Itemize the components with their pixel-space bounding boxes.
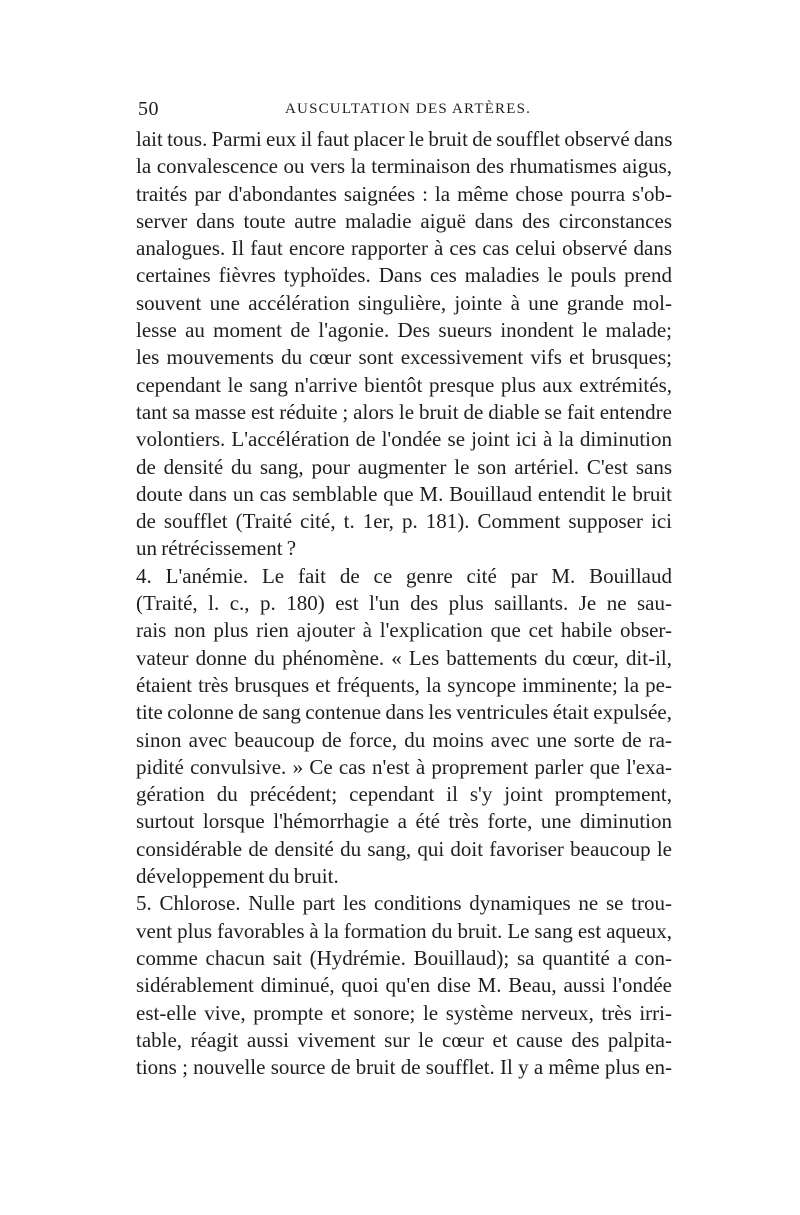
text-line-33: est-elle vive, prompte et sonore; le système nerveux, très irri- [136, 1000, 672, 1025]
text-line-15: de soufflet (Traité cité, t. 1er, p. 181). Comment supposer ici [136, 509, 672, 534]
text-line-3: traités par d'abondantes saignées : la même chose pourra s'ob- [136, 181, 672, 206]
text-line-10: cependant le sang n'arrive bientôt presque plus aux extrémités, [136, 372, 672, 397]
text-line-31: comme chacun sait (Hydrémie. Bouillaud); sa quantité a con- [136, 945, 672, 970]
text-line-12: volontiers. L'accélération de l'ondée se joint ici à la diminution [136, 427, 672, 452]
text-line-35: tions ; nouvelle source de bruit de soufflet. Il y a même plus en- [136, 1055, 672, 1080]
text-line-8: lesse au moment de l'agonie. Des sueurs inondent le malade; [136, 318, 672, 343]
text-line-5: analogues. Il faut encore rapporter à ces cas celui observé dans [136, 236, 672, 261]
text-line-26: surtout lorsque l'hémorrhagie a été très forte, une diminution [136, 809, 672, 834]
text-line-18: (Traité, l. c., p. 180) est l'un des plus saillants. Je ne sau- [136, 591, 672, 616]
text-line-14: doute dans un cas semblable que M. Bouillaud entendit le bruit [136, 481, 672, 506]
running-head [138, 98, 673, 124]
text-line-21: étaient très brusques et fréquents, la syncope imminente; la pe- [136, 672, 672, 697]
text-line-4: server dans toute autre maladie aiguë dans des circonstances [136, 208, 672, 233]
text-line-1: lait tous. Parmi eux il faut placer le bruit de soufflet observé dans [136, 127, 672, 151]
text-line-29: 5. Chlorose. Nulle part les conditions dynamiques ne se trou- [136, 891, 672, 916]
text-line-19: rais non plus rien ajouter à l'explication que cet habile obser- [136, 618, 672, 643]
text-line-22: tite colonne de sang contenue dans les ventricules était expulsée, [136, 700, 672, 725]
text-line-20: vateur donne du phénomène. « Les battements du cœur, dit-il, [136, 645, 672, 670]
text-line-23: sinon avec beaucoup de force, du moins avec une sorte de ra- [136, 727, 672, 752]
running-head-title: AUSCULTATION DES ARTÈRES. [285, 101, 532, 117]
text-line-11: tant sa masse est réduite ; alors le bruit de diable se fait entendre [136, 399, 672, 424]
text-line-6: certaines fièvres typhoïdes. Dans ces maladies le pouls prend [136, 263, 672, 288]
text-line-7: souvent une accélération singulière, jointe à une grande mol- [136, 290, 672, 315]
text-line-16: un rétrécissement ? [136, 536, 297, 561]
body-text [136, 126, 672, 1081]
text-line-9: les mouvements du cœur sont excessivement vifs et brusques; [136, 345, 672, 370]
text-line-24: pidité convulsive. » Ce cas n'est à proprement parler que l'exa- [136, 754, 672, 779]
text-line-2: la convalescence ou vers la terminaison des rhumatismes aigus, [136, 154, 672, 179]
text-line-34: table, réagit aussi vivement sur le cœur et cause des palpita- [136, 1027, 672, 1052]
text-line-17: 4. L'anémie. Le fait de ce genre cité par M. Bouillaud [136, 563, 672, 588]
page-number: 50 [138, 98, 159, 120]
text-line-25: gération du précédent; cependant il s'y joint promptement, [136, 782, 672, 807]
text-line-30: vent plus favorables à la formation du bruit. Le sang est aqueux, [136, 918, 672, 943]
text-line-28: développement du bruit. [136, 864, 339, 889]
text-line-13: de densité du sang, pour augmenter le son artériel. C'est sans [136, 454, 672, 479]
text-line-32: sidérablement diminué, quoi qu'en dise M. Beau, aussi l'ondée [136, 973, 672, 998]
text-line-27: considérable de densité du sang, qui doit favoriser beaucoup le [136, 836, 672, 861]
